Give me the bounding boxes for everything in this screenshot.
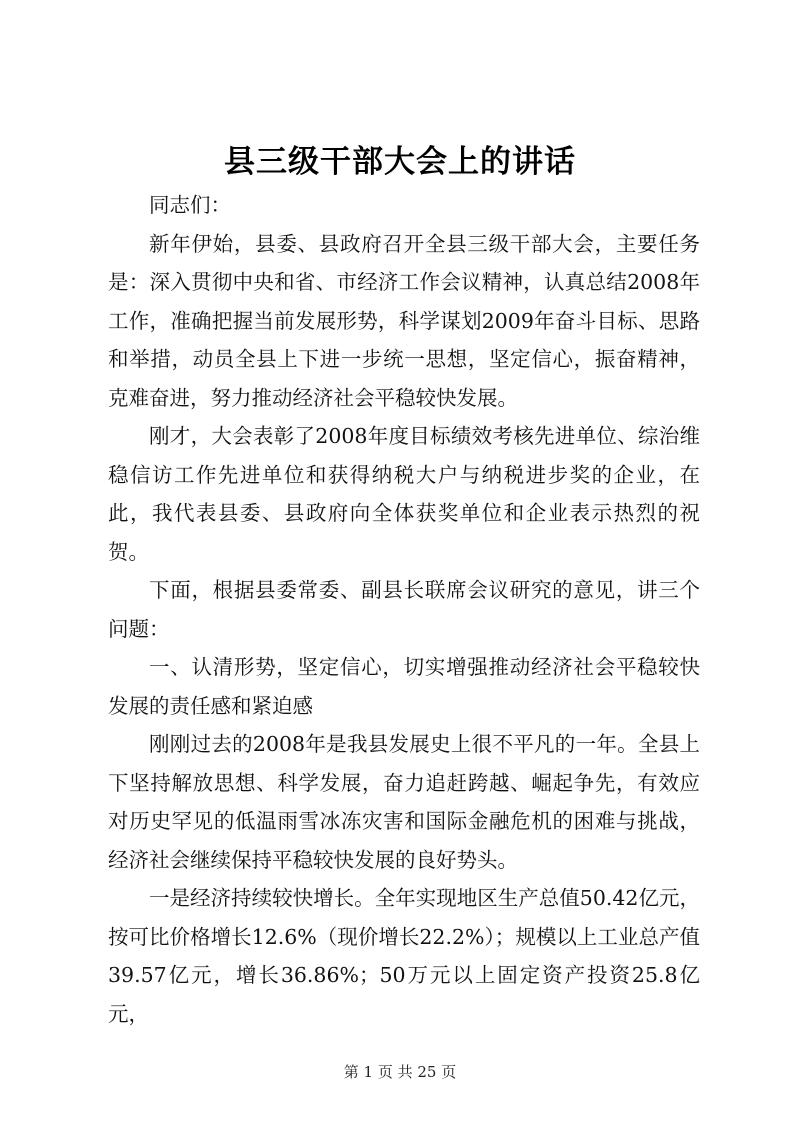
outline-paragraph: 下面，根据县委常委、副县长联席会议研究的意见，讲三个问题： [108, 578, 700, 641]
review-paragraph: 刚刚过去的2008年是我县发展史上很不平凡的一年。全县上下坚持解放思想、科学发展，奋力追赶跨越、崛起争先，有效应对历史罕见的低温雨雪冰冻灾害和国际金融危机的困难与挑战，经济社会继续保持平稳较快发展的良好势头。 [108, 732, 700, 872]
document-title: 县三级干部大会上的讲话 [224, 144, 576, 180]
page-number-footer: 第 1 页 共 25 页 [343, 1063, 457, 1081]
document-body [108, 186, 700, 1033]
intro-paragraph: 新年伊始，县委、县政府召开全县三级干部大会，主要任务是：深入贯彻中央和省、市经济工作会议精神，认真总结2008年工作，准确把握当前发展形势，科学谋划2009年奋斗目标、思路和举措，动员全县上下进一步统一思想，坚定信心，振奋精神，克难奋进，努力推动经济社会平稳较快发展。 [108, 231, 700, 410]
section-heading: 一、认清形势，坚定信心，切实增强推动经济社会平稳较快发展的责任感和紧迫感 [108, 655, 700, 718]
salutation-paragraph: 同志们： [149, 193, 231, 217]
economy-paragraph: 一是经济持续较快增长。全年实现地区生产总值50.42亿元，按可比价格增长12.6%（现价增长22.2%）；规模以上工业总产值39.57亿元，增长36.86%；50万元以上固定资产投资25.8亿元， [108, 886, 700, 1026]
commendation-paragraph: 刚才，大会表彰了2008年度目标绩效考核先进单位、综治维稳信访工作先进单位和获得纳税大户与纳税进步奖的企业，在此，我代表县委、县政府向全体获奖单位和企业表示热烈的祝贺。 [108, 424, 700, 564]
